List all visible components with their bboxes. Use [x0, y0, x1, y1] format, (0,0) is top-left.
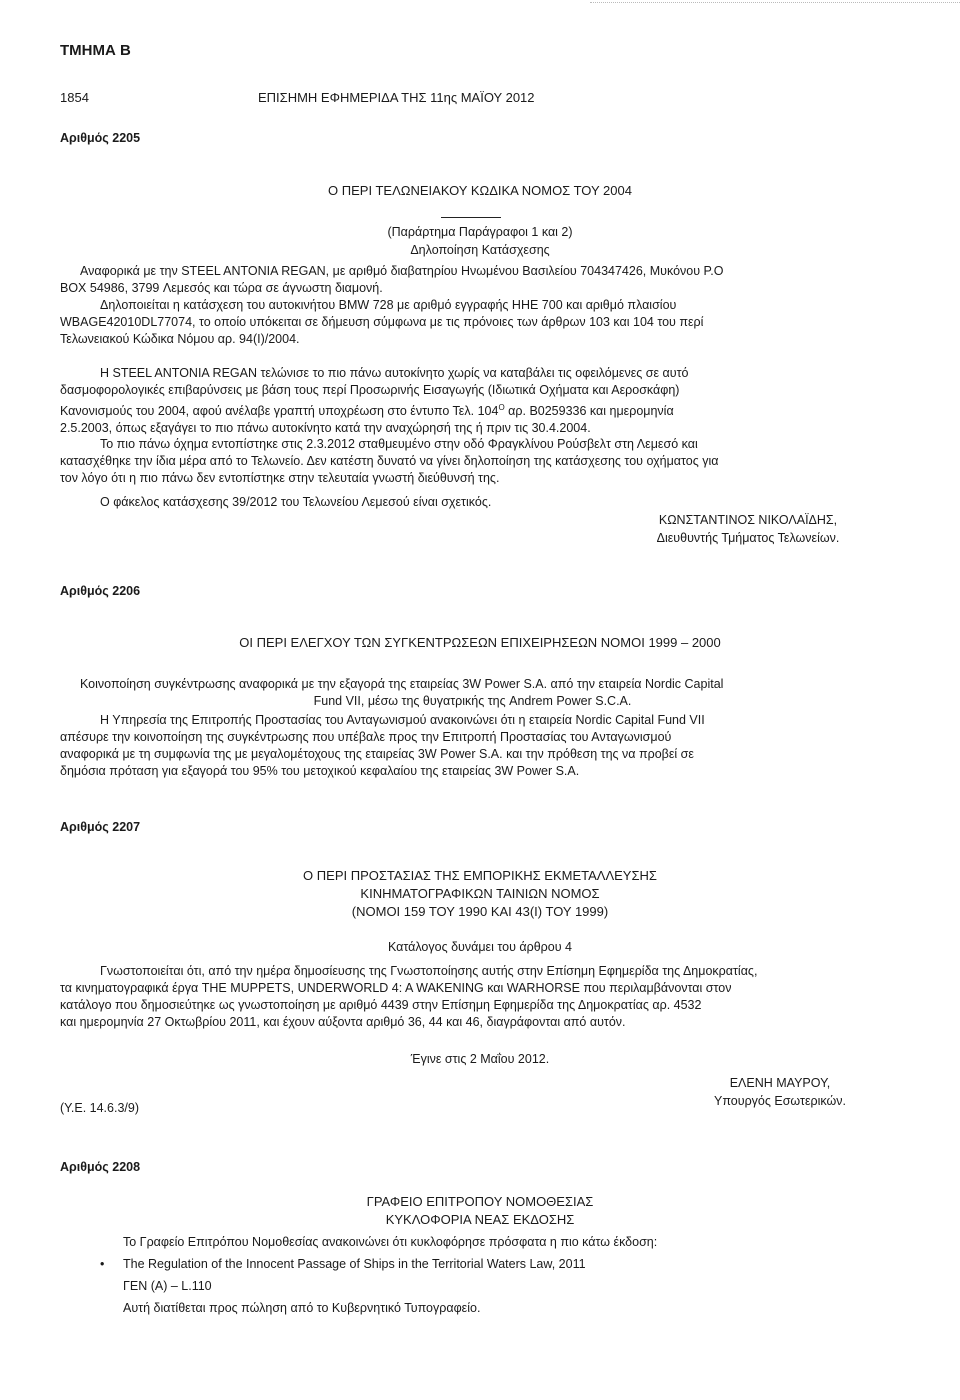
- gazette-title: ΕΠΙΣΗΜΗ ΕΦΗΜΕΡΙΔΑ ΤΗΣ 11ης ΜΑΪΟΥ 2012: [258, 90, 535, 105]
- law-title-2207-line1: Ο ΠΕΡΙ ΠΡΟΣΤΑΣΙΑΣ ΤΗΣ ΕΜΠΟΡΙΚΗΣ ΕΚΜΕΤΑΛΛΕΥΣΗΣ: [303, 868, 657, 883]
- office-title: ΓΡΑΦΕΙΟ ΕΠΙΤΡΟΠΟΥ ΝΟΜΟΘΕΣΙΑΣ: [366, 1194, 594, 1209]
- publication-item-title: The Regulation of the Innocent Passage of Ships in the Territorial Waters Law, 2011: [123, 1257, 586, 1271]
- law-title-2205: Ο ΠΕΡΙ ΤΕΛΩΝΕΙΑΚΟΥ ΚΩΔΙΚΑ ΝΟΜΟΣ ΤΟΥ 2004: [328, 183, 632, 198]
- law-title-2206: ΟΙ ΠΕΡΙ ΕΛΕΓΧΟΥ ΤΩΝ ΣΥΓΚΕΝΤΡΩΣΕΩΝ ΕΠΙΧΕΙΡΗΣΕΩΝ ΝΟΜΟΙ 1999 – 2000: [239, 635, 721, 650]
- paragraph-subject: Αναφορικά με την STEEL ANTONIA REGAN, με αριθμό διαβατηρίου Ηνωμένου Βασιλείου 704347426, Μυκόνου P.O BOX 54986, 3799 Λεμεσός και τώρα σε άγνωστη διαμονή.: [60, 264, 724, 295]
- bullet: •: [100, 1257, 105, 1271]
- notice-number-2207: Αριθμός 2207: [60, 820, 141, 834]
- section-label: ΤΜΗΜΑ Β: [60, 42, 131, 59]
- notice-number-2208: Αριθμός 2208: [60, 1160, 141, 1174]
- signer-name-2207: ΕΛΕΝΗ ΜΑΥΡΟΥ,: [729, 1076, 831, 1090]
- page-number: 1854: [60, 90, 89, 105]
- title-rule: [441, 217, 501, 218]
- signer-title-2205: Διευθυντής Τμήματος Τελωνείων.: [656, 531, 840, 545]
- notice-number-2205: Αριθμός 2205: [60, 131, 141, 145]
- publication-title: ΚΥΚΛΟΦΟΡΙΑ ΝΕΑΣ ΕΚΔΟΣΗΣ: [385, 1212, 575, 1227]
- law-title-2207-line3: (ΝΟΜΟΙ 159 ΤΟΥ 1990 ΚΑΙ 43(Ι) ΤΟΥ 1999): [351, 904, 609, 919]
- signer-title-2207: Υπουργός Εσωτερικών.: [714, 1094, 846, 1108]
- file-reference: (Υ.Ε. 14.6.3/9): [60, 1101, 139, 1115]
- paragraph-withdrawal: Η Υπηρεσία της Επιτροπής Προστασίας του Ανταγωνισμού ανακοινώνει ότι η εταιρεία Nordic Capital Fund VII απέσυρε την κοινοποίηση της συγκέντρωσης που υπέβαλε προς την Επιτροπή Προστασίας του Ανταγωνισμού αναφορικά με τη συμφωνία της με μεγαλομέτοχους της εταιρείας 3W Power S.A. και την πρόθεση της να προβεί σε δημόσια πρόταση για εξαγορά του 95% του μετοχικού κεφαλαίου της εταιρείας 3W Power S.A.: [60, 713, 705, 778]
- paragraph-seizure: Δηλοποιείται η κατάσχεση του αυτοκινήτου BMW 728 με αριθμό εγγραφής HHE 700 και αριθμό πλαισίου WBAGE42010DL77074, το οποίο υπόκειται σε δήμευση σύμφωνα με τις πρόνοιες των άρθρων 103 και 104 του περί Τελωνειακού Κώδικα Νόμου αρ. 94(Ι)/2004.: [60, 298, 704, 346]
- publication-intro: Το Γραφείο Επιτρόπου Νομοθεσίας ανακοινώνει ότι κυκλοφόρησε πρόσφατα η πιο κάτω έκδοση:: [123, 1235, 658, 1249]
- signer-name-2205: ΚΩΝΣΤΑΝΤΙΝΟΣ ΝΙΚΟΛΑΪΔΗΣ,: [658, 513, 838, 527]
- subtitle-paragraphs: (Παράρτημα Παράγραφοι 1 και 2): [387, 225, 573, 239]
- paragraph-file: Ο φάκελος κατάσχεσης 39/2012 του Τελωνείου Λεμεσού είναι σχετικός.: [100, 495, 492, 509]
- date-line: Έγινε στις 2 Μαΐου 2012.: [410, 1052, 550, 1066]
- publication-item-code: ΓΕΝ (Α) – L.110: [123, 1279, 212, 1293]
- subtitle-notice: Δηλοποίηση Κατάσχεσης: [410, 243, 550, 257]
- list-subtitle: Κατάλογος δυνάμει του άρθρου 4: [387, 940, 573, 954]
- paragraph-importation: Η STEEL ANTONIA REGAN τελώνισε το πιο πάνω αυτοκίνητο χωρίς να καταβάλει τις οφειλόμενες σε αυτό δασμοφορολογικές επιβαρύνσεις με βάση τους περί Προσωρινής Εισαγωγής (Ιδιωτικά Οχήματα και Αεροσκάφη) Κανονισμούς του 2004, αφού ανέλαβε γραπτή υποχρέωση στο έντυπο Τελ. $104^O$ αρ. B0259336 και ημερομηνία 2.5.2003, όπως εξαγάγει το πιο πάνω αυτοκίνητο κατά την αναχώρησή της ή πριν τις 30.4.2004.: [60, 366, 689, 436]
- paragraph-concentration: Κοινοποίηση συγκέντρωσης αναφορικά με την εξαγορά της εταιρείας 3W Power S.A. από την εταιρεία Nordic Capital Fund VII, μέσω της θυγατρικής της Andrem Power S.C.A.: [80, 677, 724, 708]
- law-title-2207-line2: ΚΙΝΗΜΑΤΟΓΡΑΦΙΚΩΝ ΤΑΙΝΙΩΝ ΝΟΜΟΣ: [360, 886, 600, 901]
- notice-number-2206: Αριθμός 2206: [60, 584, 141, 598]
- paragraph-vehicle-located: Το πιο πάνω όχημα εντοπίστηκε στις 2.3.2012 σταθμευμένο στην οδό Φραγκλίνου Ρούσβελτ στη Λεμεσό και κατασχέθηκε την ίδια μέρα από το Τελωνείο. Δεν κατέστη δυνατό να γίνει δηλοποίηση της κατάσχεσης του οχήματος για τον λόγο ότι η πιο πάνω δεν εντοπίστηκε στην τελευταία γνωστή διεύθυνσή της.: [60, 437, 719, 485]
- scan-artifact-line: [590, 2, 960, 4]
- publication-item-note: Αυτή διατίθεται προς πώληση από το Κυβερνητικό Τυπογραφείο.: [123, 1301, 481, 1315]
- paragraph-films: Γνωστοποιείται ότι, από την ημέρα δημοσίευσης της Γνωστοποίησης αυτής στην Επίσημη Εφημερίδα της Δημοκρατίας, τα κινηματογραφικά έργα THE MUPPETS, UNDERWORLD 4: A WAKENING και WARHORSE που περιλαμβάνονται στον κατάλογο που δημοσιεύτηκε ως γνωστοποίηση με αριθμό 4439 στην Επίσημη Εφημερίδα της Δημοκρατίας αρ. 4532 και ημερομηνία 27 Οκτωβρίου 2011, και έχουν αύξοντα αριθμό 36, 44 και 46, διαγράφονται από αυτόν.: [60, 964, 758, 1029]
